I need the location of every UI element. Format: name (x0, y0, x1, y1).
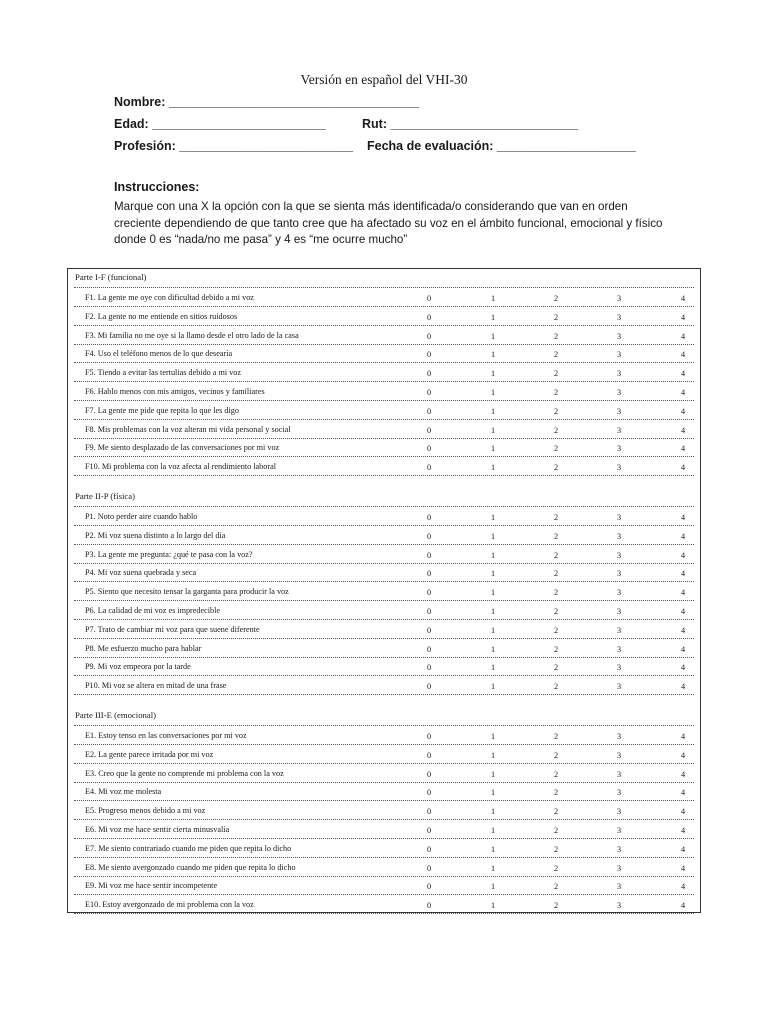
question-row (74, 657, 694, 676)
question-label: E1. Estoy tenso en las conversaciones por mi voz (85, 731, 247, 740)
question-label: P9. Mi voz empeora por la tarde (85, 662, 191, 672)
question-row (74, 288, 694, 307)
rating-option-2[interactable]: 2 (553, 663, 559, 673)
question-label: E2. La gente parece irritada por mi voz (85, 749, 214, 759)
rating-option-4[interactable]: 4 (680, 682, 686, 692)
rating-option-0[interactable]: 0 (426, 788, 432, 798)
question-row (74, 344, 694, 363)
question-label: F6. Hablo menos con mis amigos, vecinos y familiares (85, 387, 265, 396)
rating-option-0[interactable]: 0 (426, 513, 432, 522)
rating-option-0[interactable]: 0 (426, 550, 432, 560)
rating-option-4[interactable]: 4 (680, 294, 686, 303)
question-label: P1. Noto perder aire cuando hablo (85, 512, 198, 521)
rating-option-1[interactable]: 1 (490, 732, 496, 741)
rating-option-4[interactable]: 4 (680, 625, 686, 635)
edad-field[interactable]: Edad: _________________________ (114, 117, 326, 131)
question-label: E8. Me siento avergonzado cuando me piden que repita lo dicho (85, 862, 296, 872)
rating-option-2[interactable]: 2 (553, 331, 559, 341)
question-label: E6. Mi voz me hace sentir cierta minusvalía (85, 825, 230, 834)
rating-option-1[interactable]: 1 (490, 331, 496, 341)
question-label: E4. Mi voz me molesta (85, 787, 162, 797)
rating-option-2[interactable]: 2 (553, 569, 559, 579)
rating-option-4[interactable]: 4 (680, 444, 686, 454)
question-row (74, 545, 694, 564)
rating-option-2[interactable]: 2 (553, 682, 559, 692)
question-row (74, 639, 694, 658)
rating-option-3[interactable]: 3 (616, 331, 622, 341)
rating-option-3[interactable]: 3 (616, 550, 622, 560)
rating-option-3[interactable]: 3 (616, 863, 622, 873)
rating-option-1[interactable]: 1 (490, 625, 496, 635)
rating-option-2[interactable]: 2 (553, 425, 559, 435)
question-row (74, 363, 694, 382)
rating-option-2[interactable]: 2 (553, 550, 559, 560)
rating-option-2[interactable]: 2 (553, 901, 559, 911)
rating-option-0[interactable]: 0 (426, 882, 432, 892)
rating-option-4[interactable]: 4 (680, 788, 686, 798)
rating-option-1[interactable]: 1 (490, 863, 496, 873)
rating-option-3[interactable]: 3 (616, 588, 622, 598)
rating-option-0[interactable]: 0 (426, 406, 432, 416)
rating-option-3[interactable]: 3 (616, 425, 622, 435)
rut-field[interactable]: Rut: ___________________________ (362, 117, 579, 131)
rating-option-3[interactable]: 3 (616, 569, 622, 579)
question-label: F2. La gente no me entiende en sitios ruidosos (85, 311, 238, 321)
section-heading: Parte III-E (emocional) (75, 710, 157, 720)
rating-option-0[interactable]: 0 (426, 350, 432, 360)
rating-option-4[interactable]: 4 (680, 531, 686, 541)
rating-option-1[interactable]: 1 (490, 644, 496, 654)
rating-option-2[interactable]: 2 (553, 294, 559, 303)
rating-option-3[interactable]: 3 (616, 826, 622, 835)
rating-option-0[interactable]: 0 (426, 732, 432, 741)
rating-option-3[interactable]: 3 (616, 607, 622, 616)
question-label: P6. La calidad de mi voz es impredecible (85, 606, 221, 615)
rating-option-3[interactable]: 3 (616, 312, 622, 322)
question-label: P8. Me esfuerzo mucho para hablar (85, 643, 202, 653)
question-label: F7. La gente me pide que repita lo que les digo (85, 405, 239, 415)
rating-option-4[interactable]: 4 (680, 644, 686, 654)
rating-option-1[interactable]: 1 (490, 569, 496, 579)
rating-option-0[interactable]: 0 (426, 807, 432, 817)
question-row (74, 601, 694, 620)
rating-option-1[interactable]: 1 (490, 882, 496, 892)
rating-option-4[interactable]: 4 (680, 844, 686, 854)
rating-option-4[interactable]: 4 (680, 569, 686, 579)
rating-option-4[interactable]: 4 (680, 331, 686, 341)
rating-option-0[interactable]: 0 (426, 844, 432, 854)
rating-option-2[interactable]: 2 (553, 369, 559, 379)
rating-option-1[interactable]: 1 (490, 369, 496, 379)
rating-option-4[interactable]: 4 (680, 607, 686, 616)
question-row (74, 620, 694, 639)
rating-option-2[interactable]: 2 (553, 444, 559, 454)
rating-option-1[interactable]: 1 (490, 769, 496, 779)
rating-option-3[interactable]: 3 (616, 444, 622, 454)
question-label: F9. Me siento desplazado de las conversaciones por mi voz (85, 443, 280, 453)
question-label: P10. Mi voz se altera en mitad de una frase (85, 681, 227, 691)
rating-option-1[interactable]: 1 (490, 531, 496, 541)
rating-option-0[interactable]: 0 (426, 682, 432, 692)
rating-option-3[interactable]: 3 (616, 769, 622, 779)
question-row (74, 420, 694, 439)
rating-option-3[interactable]: 3 (616, 513, 622, 522)
rating-option-2[interactable]: 2 (553, 607, 559, 616)
question-label: E5. Progreso menos debido a mi voz (85, 806, 206, 816)
rating-option-3[interactable]: 3 (616, 732, 622, 741)
profesion-field[interactable]: Profesión: _________________________ (114, 139, 354, 153)
rating-option-1[interactable]: 1 (490, 588, 496, 598)
question-row (74, 582, 694, 601)
rating-option-4[interactable]: 4 (680, 588, 686, 598)
rating-option-3[interactable]: 3 (616, 682, 622, 692)
rating-option-1[interactable]: 1 (490, 788, 496, 798)
question-row (74, 801, 694, 820)
rating-option-2[interactable]: 2 (553, 513, 559, 522)
rating-option-4[interactable]: 4 (680, 882, 686, 892)
rating-option-1[interactable]: 1 (490, 607, 496, 616)
question-row (74, 876, 694, 895)
question-label: P4. Mi voz suena quebrada y seca (85, 568, 197, 578)
rating-option-0[interactable]: 0 (426, 444, 432, 454)
question-label: F10. Mi problema con la voz afecta al rendimiento laboral (85, 462, 276, 472)
rating-option-0[interactable]: 0 (426, 826, 432, 835)
rating-option-2[interactable]: 2 (553, 350, 559, 360)
question-row (74, 820, 694, 839)
rating-option-0[interactable]: 0 (426, 588, 432, 598)
question-label: F8. Mis problemas con la voz alteran mi vida personal y social (85, 424, 291, 434)
question-row (74, 764, 694, 783)
question-row (74, 895, 694, 914)
rating-option-3[interactable]: 3 (616, 388, 622, 397)
rating-option-2[interactable]: 2 (553, 769, 559, 779)
rating-option-1[interactable]: 1 (490, 750, 496, 760)
rating-option-0[interactable]: 0 (426, 863, 432, 873)
rating-option-1[interactable]: 1 (490, 513, 496, 522)
rating-option-0[interactable]: 0 (426, 331, 432, 341)
rating-option-1[interactable]: 1 (490, 663, 496, 673)
question-row (74, 526, 694, 545)
rating-option-3[interactable]: 3 (616, 369, 622, 379)
rating-option-3[interactable]: 3 (616, 807, 622, 817)
rating-option-2[interactable]: 2 (553, 732, 559, 741)
rating-option-2[interactable]: 2 (553, 625, 559, 635)
question-label: P7. Trato de cambiar mi voz para que suene diferente (85, 624, 260, 634)
rating-option-4[interactable]: 4 (680, 826, 686, 835)
rating-option-2[interactable]: 2 (553, 312, 559, 322)
rating-option-3[interactable]: 3 (616, 463, 622, 473)
question-label: E7. Me siento contrariado cuando me piden que repita lo dicho (85, 843, 292, 853)
rating-option-2[interactable]: 2 (553, 750, 559, 760)
rating-option-4[interactable]: 4 (680, 513, 686, 522)
question-row (74, 745, 694, 764)
rating-option-2[interactable]: 2 (553, 844, 559, 854)
rating-option-3[interactable]: 3 (616, 644, 622, 654)
rating-option-1[interactable]: 1 (490, 350, 496, 360)
question-row (74, 563, 694, 582)
rating-option-0[interactable]: 0 (426, 607, 432, 616)
question-row (74, 307, 694, 326)
vhi-questionnaire-table (67, 268, 701, 913)
rating-option-0[interactable]: 0 (426, 369, 432, 379)
rating-option-4[interactable]: 4 (680, 463, 686, 473)
document-title: Versión en español del VHI-30 (300, 72, 468, 87)
rating-option-0[interactable]: 0 (426, 769, 432, 779)
rating-option-3[interactable]: 3 (616, 882, 622, 892)
rating-option-4[interactable]: 4 (680, 388, 686, 397)
rating-option-2[interactable]: 2 (553, 826, 559, 835)
rating-option-2[interactable]: 2 (553, 588, 559, 598)
question-label: P5. Siento que necesito tensar la garganta para producir la voz (85, 587, 289, 597)
rating-option-4[interactable]: 4 (680, 901, 686, 911)
question-label: E9. Mi voz me hace sentir incompetente (85, 881, 218, 891)
rating-option-3[interactable]: 3 (616, 350, 622, 360)
rating-option-1[interactable]: 1 (490, 444, 496, 454)
question-label: F1. La gente me oye con dificultad debido a mi voz (85, 293, 254, 302)
rating-option-1[interactable]: 1 (490, 294, 496, 303)
rating-option-1[interactable]: 1 (490, 550, 496, 560)
rating-option-0[interactable]: 0 (426, 388, 432, 397)
rating-option-2[interactable]: 2 (553, 644, 559, 654)
rating-option-4[interactable]: 4 (680, 350, 686, 360)
rating-option-3[interactable]: 3 (616, 625, 622, 635)
rating-option-4[interactable]: 4 (680, 406, 686, 416)
question-row (74, 401, 694, 420)
question-row (74, 839, 694, 858)
rating-option-1[interactable]: 1 (490, 844, 496, 854)
rating-option-4[interactable]: 4 (680, 732, 686, 741)
rating-option-0[interactable]: 0 (426, 569, 432, 579)
rating-option-3[interactable]: 3 (616, 788, 622, 798)
rating-option-4[interactable]: 4 (680, 369, 686, 379)
rating-option-3[interactable]: 3 (616, 844, 622, 854)
question-row (74, 726, 694, 745)
question-row (74, 438, 694, 457)
question-row (74, 858, 694, 877)
instructions-heading: Instrucciones: (114, 180, 200, 194)
fecha-evaluacion-field[interactable]: Fecha de evaluación: ____________________ (367, 139, 636, 153)
rating-option-1[interactable]: 1 (490, 388, 496, 397)
rating-option-1[interactable]: 1 (490, 425, 496, 435)
rating-option-1[interactable]: 1 (490, 682, 496, 692)
rating-option-2[interactable]: 2 (553, 807, 559, 817)
rating-option-2[interactable]: 2 (553, 882, 559, 892)
rating-option-1[interactable]: 1 (490, 406, 496, 416)
rating-option-0[interactable]: 0 (426, 625, 432, 635)
rating-option-0[interactable]: 0 (426, 750, 432, 760)
rating-option-4[interactable]: 4 (680, 863, 686, 873)
rating-option-0[interactable]: 0 (426, 294, 432, 303)
rating-option-0[interactable]: 0 (426, 663, 432, 673)
question-label: F4. Uso el teléfono menos de lo que desearía (85, 349, 233, 359)
rating-option-0[interactable]: 0 (426, 312, 432, 322)
rating-option-0[interactable]: 0 (426, 644, 432, 654)
rating-option-1[interactable]: 1 (490, 312, 496, 322)
section-heading: Parte I-F (funcional) (75, 272, 147, 282)
rating-option-4[interactable]: 4 (680, 750, 686, 760)
rating-option-3[interactable]: 3 (616, 531, 622, 541)
question-row (74, 507, 694, 526)
question-row (74, 382, 694, 401)
question-label: P2. Mi voz suena distinto a lo largo del día (85, 530, 226, 540)
question-label: E3. Creo que la gente no comprende mi problema con la voz (85, 768, 284, 778)
rating-option-0[interactable]: 0 (426, 463, 432, 473)
rating-option-3[interactable]: 3 (616, 901, 622, 911)
rating-option-0[interactable]: 0 (426, 901, 432, 911)
question-row (74, 782, 694, 801)
rating-option-3[interactable]: 3 (616, 406, 622, 416)
question-row (74, 676, 694, 695)
rating-option-2[interactable]: 2 (553, 788, 559, 798)
rating-option-3[interactable]: 3 (616, 663, 622, 673)
rating-option-1[interactable]: 1 (490, 826, 496, 835)
rating-option-4[interactable]: 4 (680, 312, 686, 322)
question-label: F3. Mi familia no me oye si la llamo desde el otro lado de la casa (85, 330, 299, 340)
rating-option-3[interactable]: 3 (616, 750, 622, 760)
instructions-text: Marque con una X la opción con la que se sienta más identificada/o considerando que van en orden creciente dependiendo de que tanto cree que ha afectado su voz en el ámbito funcional, emocional y físico donde 0 es “nada/no me pasa” y 4 es “me ocurre mucho” (114, 200, 663, 246)
rating-option-0[interactable]: 0 (426, 425, 432, 435)
rating-option-4[interactable]: 4 (680, 425, 686, 435)
rating-option-0[interactable]: 0 (426, 531, 432, 541)
rating-option-2[interactable]: 2 (553, 388, 559, 397)
rating-option-1[interactable]: 1 (490, 901, 496, 911)
question-row (74, 457, 694, 476)
rating-option-2[interactable]: 2 (553, 531, 559, 541)
rating-option-4[interactable]: 4 (680, 663, 686, 673)
rating-option-2[interactable]: 2 (553, 863, 559, 873)
question-label: E10. Estoy avergonzado de mi problema con la voz (85, 900, 254, 910)
rating-option-2[interactable]: 2 (553, 463, 559, 473)
section-heading: Parte II-P (física) (75, 491, 135, 501)
rating-option-4[interactable]: 4 (680, 807, 686, 817)
question-label: P3. La gente me pregunta: ¿qué te pasa con la voz? (85, 549, 253, 559)
nombre-field[interactable]: Nombre: ____________________________________ (114, 95, 420, 109)
rating-option-1[interactable]: 1 (490, 463, 496, 473)
rating-option-2[interactable]: 2 (553, 406, 559, 416)
rating-option-4[interactable]: 4 (680, 769, 686, 779)
question-row (74, 326, 694, 345)
rating-option-3[interactable]: 3 (616, 294, 622, 303)
rating-option-1[interactable]: 1 (490, 807, 496, 817)
rating-option-4[interactable]: 4 (680, 550, 686, 560)
question-label: F5. Tiendo a evitar las tertulias debido a mi voz (85, 368, 241, 378)
